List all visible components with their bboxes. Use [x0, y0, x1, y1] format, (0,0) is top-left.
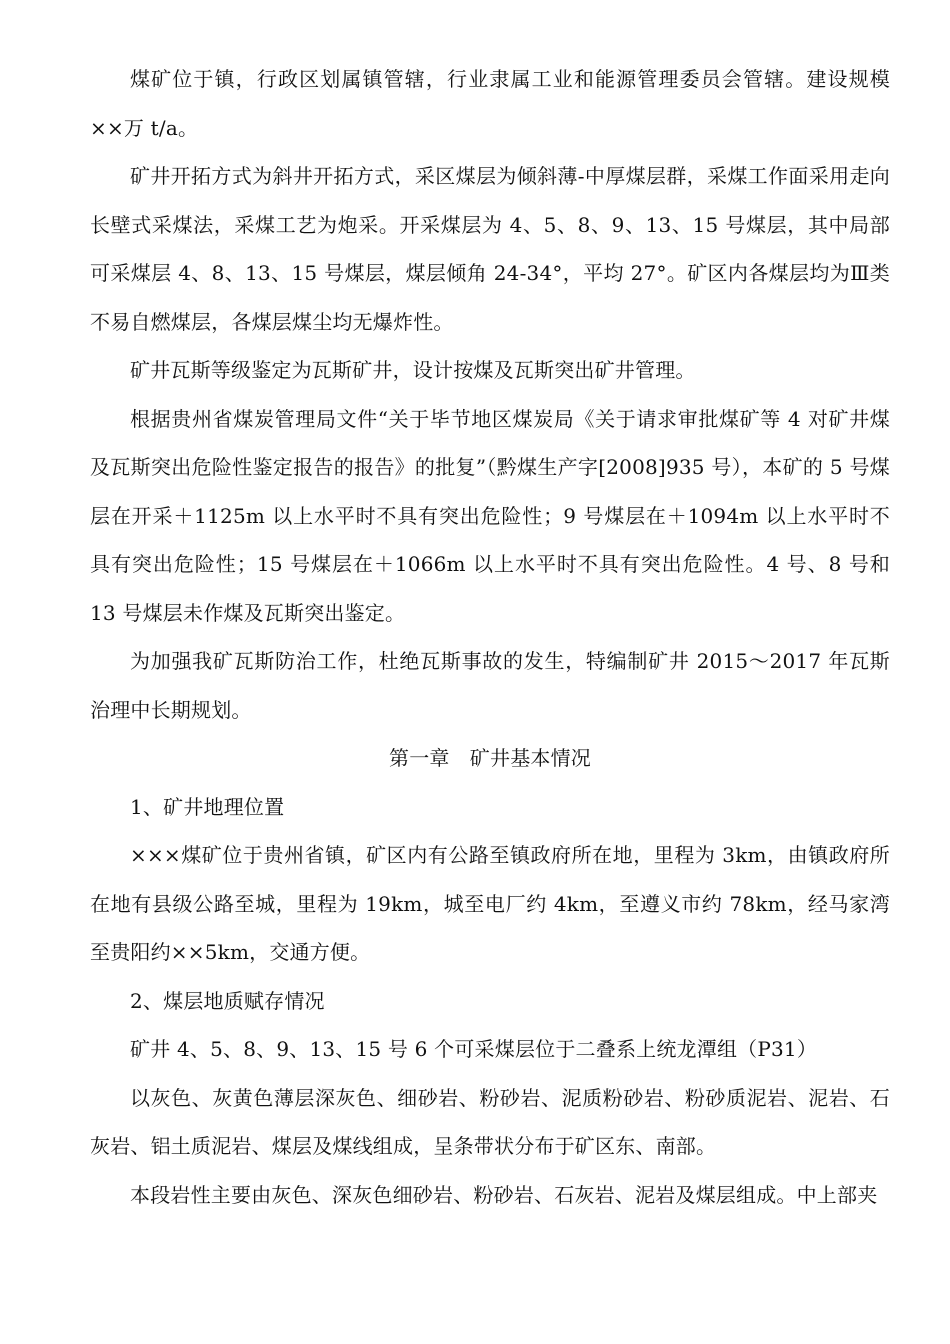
paragraph-outburst-assessment: 根据贵州省煤炭管理局文件“关于毕节地区煤炭局《关于请求审批煤矿等 4 对矿井煤及瓦斯突出危险性鉴定报告的报告》的批复”（黔煤生产字[2008]935 号），本矿的 5 号煤层在开采＋1125m 以上水平时不具有突出危险性；9 号煤层在＋1094m 以上水平时不具有突出危险性；15 号煤层在＋1066m 以上水平时不具有突出危险性。4 号、8 号和 13 号煤层未作煤及瓦斯突出鉴定。	[90, 406, 890, 625]
section-title-coal-seam-geology: 2、煤层地质赋存情况	[130, 988, 325, 1013]
paragraph-lithology: 以灰色、灰黄色薄层深灰色、细砂岩、粉砂岩、泥质粉砂岩、粉砂质泥岩、泥岩、石灰岩、铝土质泥岩、煤层及煤线组成，呈条带状分布于矿区东、南部。	[90, 1085, 890, 1158]
paragraph-mining-method: 矿井开拓方式为斜井开拓方式，采区煤层为倾斜薄-中厚煤层群，采煤工作面采用走向长壁式采煤法，采煤工艺为炮采。开采煤层为 4、5、8、9、13、15 号煤层，其中局部可采煤层 4、8、13、15 号煤层，煤层倾角 24-34°，平均 27°。矿区内各煤层均为Ⅲ类不易自燃煤层，各煤层煤尘均无爆炸性。	[90, 164, 890, 334]
chapter-heading: 第一章 矿井基本情况	[389, 746, 591, 770]
paragraph-mine-location-admin: 煤矿位于镇，行政区划属镇管辖，行业隶属工业和能源管理委员会管辖。建设规模××万 t/a。	[90, 67, 890, 140]
paragraph-gas-grade: 矿井瓦斯等级鉴定为瓦斯矿井，设计按煤及瓦斯突出矿井管理。	[130, 358, 696, 382]
paragraph-geographic-location: ×××煤矿位于贵州省镇，矿区内有公路至镇政府所在地，里程为 3km，由镇政府所在地有县级公路至城，里程为 19km，城至电厂约 4km，至遵义市约 78km，经马家湾至贵阳约××5km，交通方便。	[90, 843, 890, 964]
section-title-geographic-location: 1、矿井地理位置	[130, 794, 285, 819]
paragraph-plan-purpose: 为加强我矿瓦斯防治工作，杜绝瓦斯事故的发生，特编制矿井 2015～2017 年瓦斯治理中长期规划。	[90, 649, 890, 722]
paragraph-rock-composition: 本段岩性主要由灰色、深灰色细砂岩、粉砂岩、石灰岩、泥岩及煤层组成。中上部夹	[130, 1182, 878, 1207]
document-body	[90, 55, 890, 1219]
paragraph-coal-seams: 矿井 4、5、8、9、13、15 号 6 个可采煤层位于二叠系上统龙潭组（P31）	[130, 1037, 818, 1061]
